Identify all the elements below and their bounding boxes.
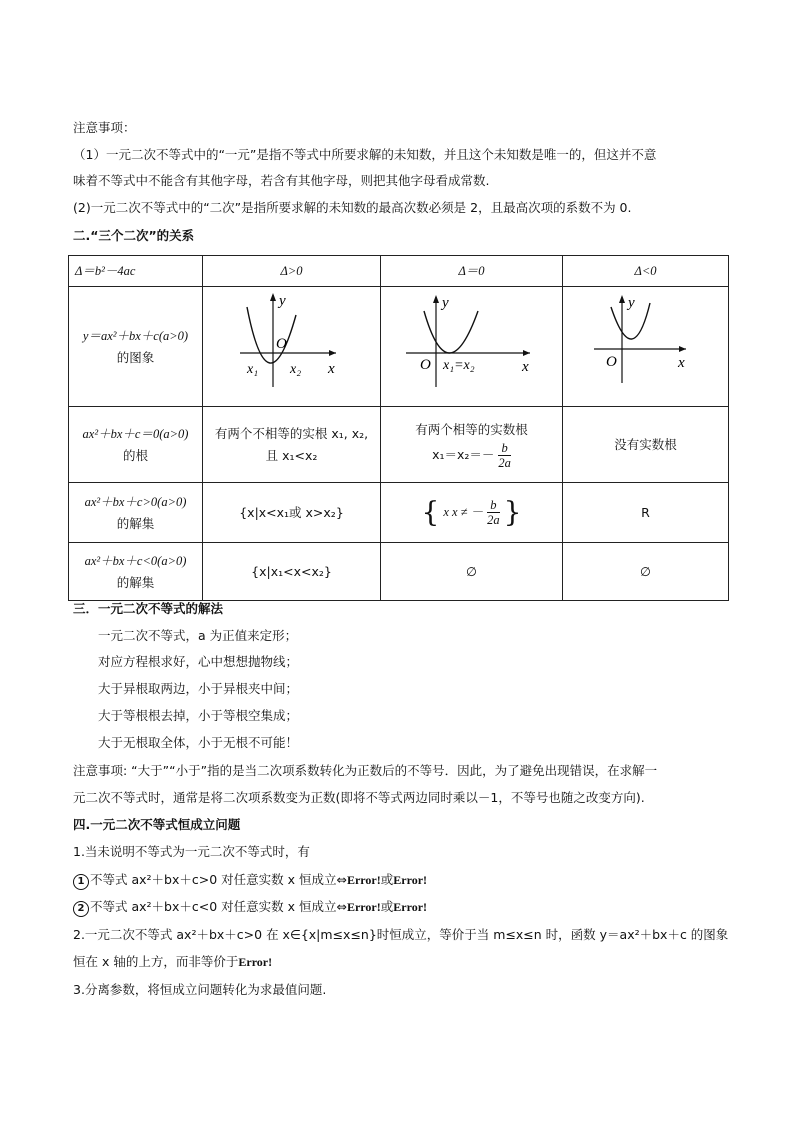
graph3-y-label: y [627, 295, 635, 311]
circled-number-1: 1 [73, 874, 89, 890]
section4-case1 [73, 871, 427, 890]
error-field: Error! [393, 900, 428, 914]
graph-row-label [69, 287, 203, 407]
graph-row-label-line1: y＝ax²＋bx＋c(a>0) [82, 328, 189, 343]
verse-line-1: 一元二次不等式，a 为正值来定形； [98, 628, 298, 643]
gt-cell-none: R [563, 483, 729, 543]
graph2-x-label: x [521, 359, 529, 375]
roots-row-label-line1: ax²＋bx＋c＝0(a>0) [82, 426, 189, 441]
parabola-curve [424, 311, 478, 353]
fraction-denominator: 2a [498, 456, 511, 470]
roots-two-line2: 且 x₁<x₂ [265, 447, 318, 463]
graph-cell-double-root [381, 287, 563, 407]
lt-row-label-line2: 的解集 [116, 574, 155, 590]
gt-cell-double [381, 483, 563, 543]
gt-row-label [69, 483, 203, 543]
lt-cell-double: ∅ [381, 543, 563, 601]
verse-line-2: 对应方程根求好，心中想想抛物线； [98, 654, 299, 669]
graph1-y-label: y [278, 293, 286, 309]
graph1-x1-label: x₁ [246, 362, 258, 377]
table-gt-row [69, 483, 729, 543]
section3-title: 三．一元二次不等式的解法 [73, 601, 224, 616]
error-field: Error! [238, 955, 273, 969]
roots-double-prefix: x₁＝x₂＝－ [432, 447, 495, 462]
or-text: 或 [380, 872, 394, 887]
section4-p3: 3.分离参数，将恒成立问题转化为求最值问题. [73, 982, 327, 997]
roots-row-label-line2: 的根 [122, 447, 148, 463]
error-field: Error! [346, 873, 381, 887]
gt-row-label-line2: 的解集 [116, 515, 155, 531]
section4-p2-line1: 2.一元二次不等式 ax²＋bx＋c>0 在 x∈{x|m≤x≤n}时恒成立，等价于当 m≤x≤n 时，函数 y＝ax²＋bx＋c 的图象 [73, 927, 729, 942]
gt-double-fraction [487, 498, 500, 527]
section4-p2-line2 [73, 953, 272, 971]
roots-double-formula [381, 441, 562, 470]
y-axis-arrow [619, 295, 625, 303]
error-field: Error! [346, 900, 381, 914]
left-brace: { [421, 495, 440, 529]
gt-double-prefix: x x ≠ － [443, 505, 484, 519]
right-brace: } [503, 495, 522, 529]
notes-item1-line1: （1）一元二次不等式中的“一元”是指不等式中所要求解的未知数，并且这个未知数是唯一的，但这并不意 [73, 147, 657, 162]
roots-cell-double [381, 407, 563, 483]
header-delta-zero: Δ＝0 [381, 256, 563, 287]
verse-line-5: 大于无根取全体，小于无根不可能！ [98, 735, 299, 750]
section4-title: 四.一元二次不等式恒成立问题 [73, 817, 241, 832]
graph2-y-label: y [441, 295, 449, 311]
table-graph-row [69, 287, 729, 407]
lt-row-label-line1: ax²＋bx＋c<0(a>0) [84, 553, 187, 568]
table-lt-row [69, 543, 729, 601]
parabola-no-root-graph [564, 287, 728, 399]
roots-double-line1: 有两个相等的实数根 [415, 422, 528, 437]
graph3-origin-label: O [605, 354, 617, 370]
graph1-origin-label: O [275, 336, 287, 352]
error-field: Error! [393, 873, 428, 887]
fraction-numerator: b [487, 498, 500, 513]
x-axis-arrow [679, 346, 686, 352]
section4-p1: 1.当未说明不等式为一元二次不等式时，有 [73, 844, 310, 859]
x-axis-arrow [329, 350, 336, 356]
circled-number-2: 2 [73, 901, 89, 917]
lt-cell-none: ∅ [563, 543, 729, 601]
parabola-double-root-graph [382, 287, 562, 399]
section2-title: 二.“三个二次”的关系 [73, 228, 195, 243]
roots-cell-two [203, 407, 381, 483]
gt-row-label-line1: ax²＋bx＋c>0(a>0) [84, 494, 187, 509]
roots-row-label [69, 407, 203, 483]
header-delta-negative: Δ<0 [563, 256, 729, 287]
notes-item2: (2)一元二次不等式中的“二次”是指所要求解的未知数的最高次数必须是 2，且最高次项的系数不为 0. [73, 200, 632, 215]
or-text: 或 [380, 899, 394, 914]
case2-text: 不等式 ax²＋bx＋c<0 对任意实数 x 恒成立⇔ [90, 899, 347, 914]
notes-item1-line2: 味着不等式中不能含有其他字母，若含有其他字母，则把其他字母看成常数. [73, 173, 490, 188]
section3-note-line1: 注意事项: “大于”“小于”指的是当二次项系数转化为正数后的不等号．因此，为了避免出现错误，在求解一 [73, 763, 658, 778]
section4-case2 [73, 898, 427, 917]
lt-row-label [69, 543, 203, 601]
three-quadratics-table [68, 255, 729, 601]
gt-cell-two: {x|x<x₁或 x>x₂} [203, 483, 381, 543]
graph-cell-no-root [563, 287, 729, 407]
roots-two-line1: 有两个不相等的实根 x₁, x₂, [214, 425, 369, 441]
verse-line-4: 大于等根根去掉，小于等根空集成； [98, 708, 299, 723]
parabola-two-roots-graph [204, 287, 380, 399]
roots-cell-none: 没有实数根 [563, 407, 729, 483]
y-axis-arrow [433, 295, 439, 303]
graph2-roots-label: x₁=x₂ [442, 358, 475, 373]
roots-double-fraction [498, 441, 511, 470]
parabola-curve [247, 307, 296, 363]
table-roots-row [69, 407, 729, 483]
x-axis-arrow [523, 350, 530, 356]
graph3-x-label: x [677, 355, 685, 371]
graph1-x-label: x [327, 361, 335, 377]
y-axis-arrow [270, 293, 276, 301]
notes-heading: 注意事项： [73, 120, 136, 135]
graph1-x2-label: x₂ [289, 362, 301, 377]
p2-text: 恒在 x 轴的上方，而非等价于 [73, 954, 239, 969]
header-delta-def: Δ＝b²－4ac [69, 256, 203, 287]
graph-row-label-line2: 的图象 [116, 349, 155, 365]
table-header-row [69, 256, 729, 287]
header-delta-positive: Δ>0 [203, 256, 381, 287]
graph2-origin-label: O [419, 357, 431, 373]
verse-line-3: 大于异根取两边，小于异根夹中间； [98, 681, 299, 696]
section3-note-line2: 元二次不等式时，通常是将二次项系数变为正数(即将不等式两边同时乘以－1，不等号也随之改变方向). [73, 790, 645, 805]
case1-text: 不等式 ax²＋bx＋c>0 对任意实数 x 恒成立⇔ [90, 872, 347, 887]
fraction-denominator: 2a [487, 513, 500, 527]
fraction-numerator: b [498, 441, 511, 456]
graph-cell-two-roots [203, 287, 381, 407]
lt-cell-two: {x|x₁<x<x₂} [203, 543, 381, 601]
